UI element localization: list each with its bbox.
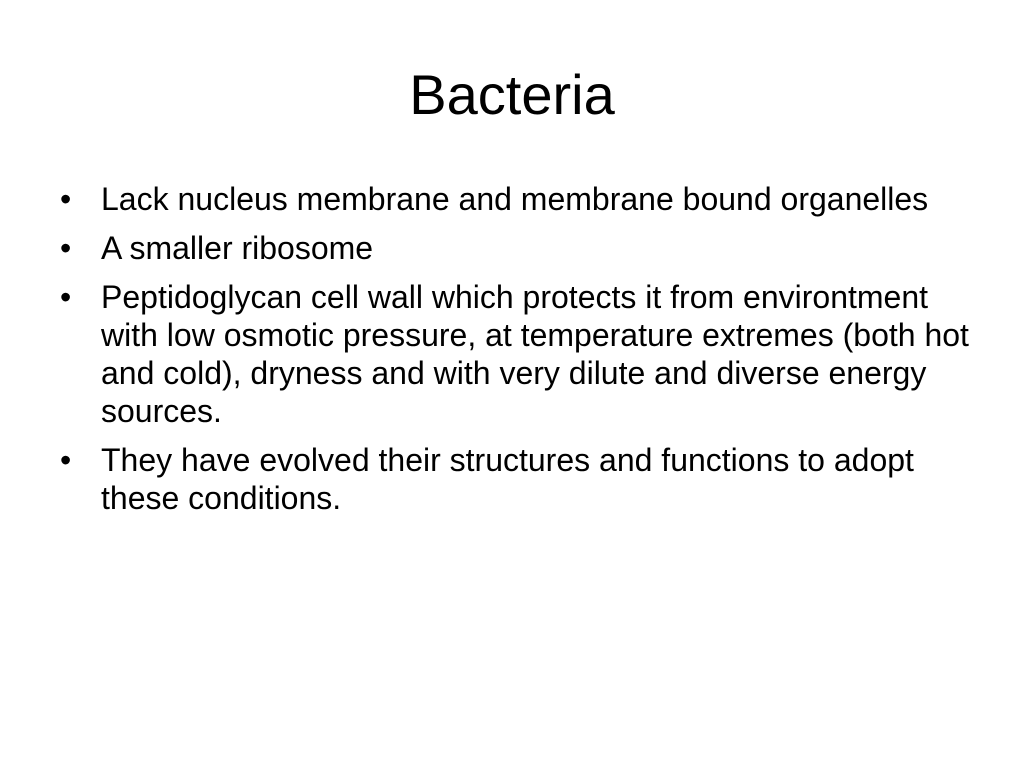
bullet-list (60, 180, 980, 528)
list-item (60, 441, 980, 517)
bullet-icon: • (60, 181, 72, 217)
bullet-text: A smaller ribosome (101, 230, 374, 266)
list-item (60, 180, 980, 218)
list-item (60, 229, 980, 267)
bullet-icon: • (60, 442, 72, 478)
slide-title: Bacteria (409, 63, 615, 126)
bullet-text: Peptidoglycan cell wall which protects it from environtment with low osmotic pressure, at temperature extremes (both hot and cold), dryness and with very dilute and diverse energy sources. (101, 279, 969, 429)
bullet-text: Lack nucleus membrane and membrane bound organelles (101, 181, 929, 217)
bullet-icon: • (60, 279, 72, 315)
list-item (60, 278, 980, 430)
bullet-icon: • (60, 230, 72, 266)
bullet-text: They have evolved their structures and functions to adopt these conditions. (101, 442, 914, 516)
